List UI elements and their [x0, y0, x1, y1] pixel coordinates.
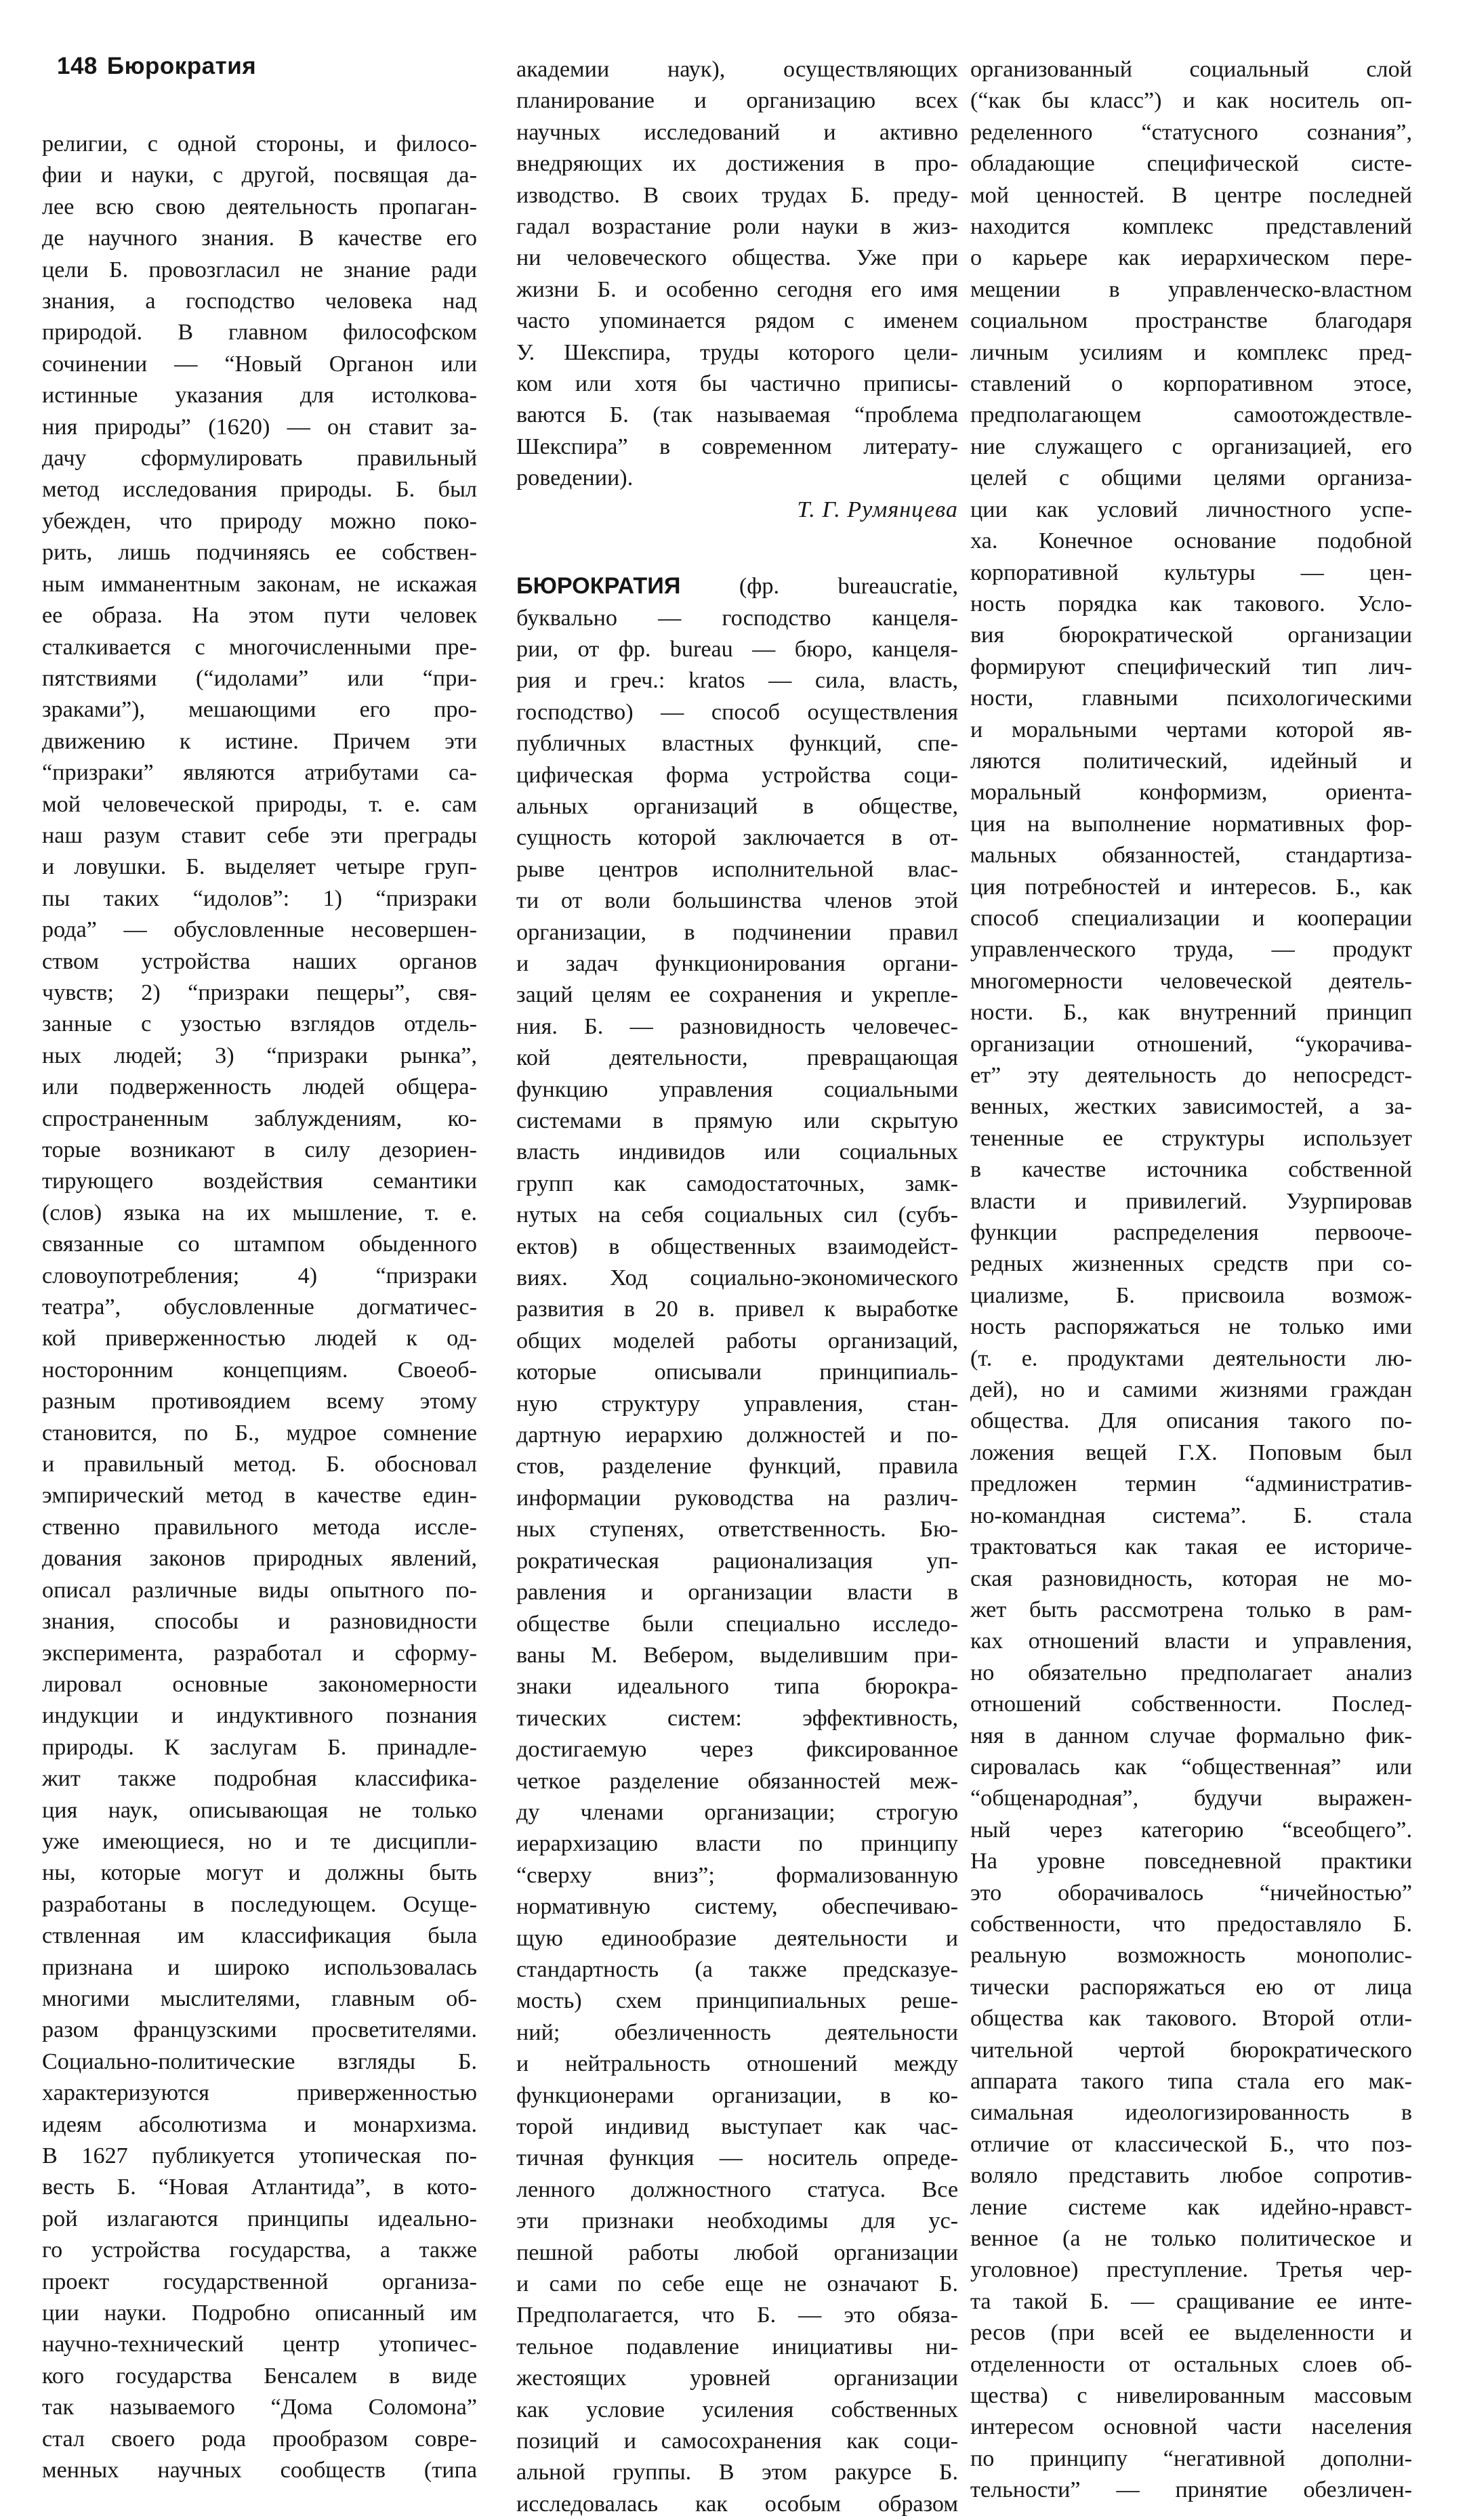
text-line: целей с общими целями организа- [970, 463, 1412, 494]
text-line: дей), но и самими жизнями граждан [970, 1374, 1412, 1406]
text-line: альных организаций в обществе, [516, 791, 958, 822]
text-line: природы. К заслугам Б. принадле- [42, 1732, 477, 1763]
text-line: На уровне повседневной практики [970, 1846, 1412, 1877]
text-line: связанные со штампом обыденного [42, 1229, 477, 1260]
text-line: рократическая рационализация уп- [516, 1546, 958, 1577]
text-line: организованный социальный слой [970, 54, 1412, 85]
text-line: личным усилиям и комплекс пред- [970, 337, 1412, 369]
text-line: словоупотребления; 4) “призраки [42, 1261, 477, 1292]
text-line: кого государства Бенсалем в виде [42, 2361, 477, 2392]
text-line: убежден, что природу можно поко- [42, 506, 477, 537]
text-line: знаки идеального типа бюрокра- [516, 1671, 958, 1702]
text-line: научно-технический центр утопичес- [42, 2329, 477, 2360]
text-line: признана и широко использовалась [42, 1952, 477, 1983]
text-line: цели Б. провозгласил не знание ради [42, 255, 477, 286]
text-line: го устройства государства, а также [42, 2235, 477, 2266]
text-line: стандартность (а также предсказуе- [516, 1954, 958, 1986]
text-line: позиций и самосохранения как соци- [516, 2426, 958, 2457]
text-line: ность распоряжаться не только ими [970, 1311, 1412, 1343]
text-line: ложения вещей Г.Х. Поповым был [970, 1437, 1412, 1469]
text-line: стал своего рода прообразом совре- [42, 2424, 477, 2455]
text-line: дартную иерархию должностей и по- [516, 1420, 958, 1451]
text-line: чувств; 2) “призраки пещеры”, свя- [42, 978, 477, 1009]
text-line: ленного должностного статуса. Все [516, 2175, 958, 2206]
running-header [57, 53, 256, 80]
text-line: роведении). [516, 463, 958, 494]
text-line: Шекспира” в современном литерату- [516, 432, 958, 463]
text-line: ция на выполнение нормативных фор- [970, 809, 1412, 840]
text-line: публичных властных функций, спе- [516, 728, 958, 759]
text-line: предполагающем самоотождествле- [970, 400, 1412, 431]
text-line: ности. Б., как внутренний принцип [970, 997, 1412, 1028]
text-line: торой индивид выступает как час- [516, 2112, 958, 2143]
text-line: ния. Б. — разновидность человечес- [516, 1011, 958, 1043]
text-line: весть Б. “Новая Атлантида”, в кото- [42, 2172, 477, 2203]
text-line: воляло представить любое сопротив- [970, 2160, 1412, 2191]
text-line: У. Шекспира, труды которого цели- [516, 337, 958, 369]
text-line: интересом основной части населения [970, 2412, 1412, 2443]
text-line: иерархизацию власти по принципу [516, 1828, 958, 1860]
column-right [970, 54, 1412, 2506]
text-line: буквально — господство канцеля- [516, 603, 958, 634]
text-line: ции как условий личностного успе- [970, 495, 1412, 526]
text-line: ектов) в общественных взаимодейст- [516, 1232, 958, 1263]
text-line: ее образа. На этом пути человек [42, 600, 477, 631]
text-line: няя в данном случае формально фик- [970, 1721, 1412, 1752]
text-line: фии и науки, с другой, посвящая да- [42, 160, 477, 191]
text-line: моральный конформизм, ориента- [970, 777, 1412, 808]
text-line: организации отношений, “укорачива- [970, 1029, 1412, 1060]
text-line: тирующего воздействия семантики [42, 1166, 477, 1197]
text-line: “сверху вниз”; формализованную [516, 1860, 958, 1891]
text-line: носторонним концепциям. Своеоб- [42, 1355, 477, 1386]
text-line: ция наук, описывающая не только [42, 1795, 477, 1826]
text-line: ду членами организации; строгую [516, 1797, 958, 1828]
text-line: рой излагаются принципы идеально- [42, 2204, 477, 2235]
text-line: власти и привилегий. Узурпировав [970, 1186, 1412, 1217]
text-line: лее всю свою деятельность пропаган- [42, 192, 477, 223]
text-line: ни человеческого общества. Уже при [516, 243, 958, 274]
text-line: ха. Конечное основание подобной [970, 526, 1412, 557]
page-number: 148 [57, 53, 98, 79]
text-line: венных, жестких зависимостей, а за- [970, 1091, 1412, 1122]
text-line: ственно правильного метода иссле- [42, 1512, 477, 1543]
text-line: разом французскими просветителями. [42, 2015, 477, 2046]
headword-etymology-start: (фр. bureaucratie, [680, 574, 958, 599]
text-line: сировалась как “общественная” или [970, 1752, 1412, 1783]
text-line: симальная идеологизированность в [970, 2097, 1412, 2128]
text-line: (т. е. продуктами деятельности лю- [970, 1343, 1412, 1374]
text-line: по принципу “негативной дополни- [970, 2443, 1412, 2475]
text-line: ределенного “статусного сознания”, [970, 117, 1412, 148]
text-line: и ловушки. Б. выделяет четыре груп- [42, 852, 477, 883]
text-line: пы таких “идолов”: 1) “призраки [42, 883, 477, 915]
text-line: менных научных сообществ (типа [42, 2455, 477, 2486]
text-line: торые возникают в силу дезориен- [42, 1135, 477, 1166]
text-line: управленческого труда, — продукт [970, 934, 1412, 965]
text-line: ление системе как идейно-нравст- [970, 2192, 1412, 2223]
text-line: или подверженность людей общера- [42, 1072, 477, 1103]
text-line: общих моделей работы организаций, [516, 1326, 958, 1357]
text-line: индукции и индуктивного познания [42, 1700, 477, 1731]
text-line: лировал основные закономерности [42, 1669, 477, 1700]
text-line: социальном пространстве благодаря [970, 306, 1412, 337]
text-line: ности, главными психологическими [970, 683, 1412, 714]
text-line: религии, с одной стороны, и филосо- [42, 129, 477, 160]
text-line: жизни Б. и особенно сегодня его имя [516, 274, 958, 306]
text-line: ская разновидность, которая не мо- [970, 1563, 1412, 1595]
text-line: (“как бы класс”) и как носитель оп- [970, 85, 1412, 117]
text-line: общества как такового. Второй отли- [970, 2003, 1412, 2034]
text-line: общества. Для описания такого по- [970, 1406, 1412, 1437]
text-line: нутых на себя социальных сил (субъ- [516, 1200, 958, 1231]
text-line: это оборачивалось “ничейностью” [970, 1878, 1412, 1909]
text-line: рыве центров исполнительной влас- [516, 854, 958, 885]
text-line: разным противоядием всему этому [42, 1386, 477, 1417]
text-line: щества) с нивелированным массовым [970, 2380, 1412, 2412]
text-line: сочинении — “Новый Органон или [42, 349, 477, 380]
text-line: та такой Б. — сращивание ее инте- [970, 2286, 1412, 2317]
text-line: спространенным заблуждениям, ко- [42, 1104, 477, 1135]
text-line: ний; обезличенность деятельности [516, 2017, 958, 2049]
text-line: внедряющих их достижения в про- [516, 148, 958, 180]
bureaucracy-article-continuation [970, 54, 1412, 2506]
text-line: описал различные виды опытного по- [42, 1575, 477, 1606]
text-line: занные с узостью взглядов отдель- [42, 1009, 477, 1040]
text-line: чительной чертой бюрократического [970, 2035, 1412, 2066]
text-line: отделенности от остальных слоев об- [970, 2349, 1412, 2380]
text-line: “призраки” являются атрибутами са- [42, 757, 477, 789]
text-line: ством устройства наших органов [42, 946, 477, 978]
text-line: ность порядка как такового. Усло- [970, 589, 1412, 620]
text-line: дачу сформулировать правильный [42, 443, 477, 474]
text-line: многими мыслителями, главным об- [42, 1983, 477, 2015]
text-line: ствленная им классификация была [42, 1920, 477, 1952]
bacon-article-continuation [42, 129, 477, 2486]
text-line: В 1627 публикуется утопическая по- [42, 2141, 477, 2172]
text-line: идеям абсолютизма и монархизма. [42, 2109, 477, 2141]
text-line: театра”, обусловленные догматичес- [42, 1292, 477, 1323]
text-line: ляются политический, идейный и [970, 746, 1412, 777]
text-line: академии наук), осуществляющих [516, 54, 958, 85]
text-line: научных исследований и активно [516, 117, 958, 148]
text-line: но обязательно предполагает анализ [970, 1658, 1412, 1689]
text-line: эти признаки необходимы для ус- [516, 2206, 958, 2237]
text-line: эмпирический метод в качестве един- [42, 1480, 477, 1511]
text-line: жет быть рассмотрена только в рам- [970, 1595, 1412, 1626]
text-line: способ специализации и кооперации [970, 903, 1412, 934]
text-line: движению к истине. Причем эти [42, 726, 477, 757]
column-left [42, 129, 477, 2486]
text-line: так называемого “Дома Соломона” [42, 2392, 477, 2423]
text-line: сталкивается с многочисленными пре- [42, 632, 477, 663]
text-line: информации руководства на различ- [516, 1483, 958, 1514]
text-line: ет” эту деятельность до непосредст- [970, 1060, 1412, 1091]
text-line: исследовалась как особым образом [516, 2489, 958, 2520]
text-line: функционерами организации, в ко- [516, 2080, 958, 2112]
text-line: но-командная система”. Б. стала [970, 1500, 1412, 1532]
bureaucracy-article-body [516, 603, 958, 2520]
text-line: находится комплекс представлений [970, 211, 1412, 243]
text-line: кой деятельности, превращающая [516, 1043, 958, 1074]
text-line: тельности” — принятие обезличен- [970, 2475, 1412, 2506]
text-line: обществе были специально исследо- [516, 1609, 958, 1640]
text-line: ваются Б. (так называемая “проблема [516, 400, 958, 431]
text-line: зраками”), мешающими его про- [42, 694, 477, 726]
text-line: жестоящих уровней организации [516, 2363, 958, 2394]
text-line: мой ценностей. В центре последней [970, 180, 1412, 211]
text-line: формируют специфический тип лич- [970, 652, 1412, 683]
text-line: знания, а господство человека над [42, 286, 477, 317]
text-line: как условие усиления собственных [516, 2395, 958, 2426]
text-line: власть индивидов или социальных [516, 1137, 958, 1168]
text-line: тельное подавление инициативы ни- [516, 2332, 958, 2363]
text-line: Предполагается, что Б. — это обяза- [516, 2300, 958, 2331]
text-line: аппарата такого типа стала его мак- [970, 2066, 1412, 2097]
text-line: характеризуются приверженностью [42, 2078, 477, 2109]
text-line: тически распоряжаться ею от лица [970, 1972, 1412, 2003]
text-line: метод исследования природы. Б. был [42, 474, 477, 505]
text-line: проект государственной организа- [42, 2267, 477, 2298]
text-line: реальную возможность монополис- [970, 1940, 1412, 1971]
text-line: жит также подробная классифика- [42, 1763, 477, 1794]
text-line: обладающие специфической систе- [970, 148, 1412, 180]
text-line: планирование и организацию всех [516, 85, 958, 117]
text-line: гадал возрастание роли науки в жиз- [516, 211, 958, 243]
column-middle [516, 54, 958, 2520]
text-line: и нейтральность отношений между [516, 2049, 958, 2080]
text-line: системами в прямую или скрытую [516, 1106, 958, 1137]
text-line: ную структуру управления, стан- [516, 1389, 958, 1420]
text-line: и сами по себе еще не означают Б. [516, 2269, 958, 2300]
text-line: ком или хотя бы частично приписы- [516, 369, 958, 400]
text-line: сущность которой заключается в от- [516, 822, 958, 854]
text-line: мость) схем принципиальных реше- [516, 1986, 958, 2017]
text-line: функции распределения первооче- [970, 1217, 1412, 1248]
text-line: уже имеющиеся, но и те дисципли- [42, 1826, 477, 1857]
text-line: ции науки. Подробно описанный им [42, 2298, 477, 2329]
text-line: ставлений о корпоративном этосе, [970, 369, 1412, 400]
text-line: в качестве источника собственной [970, 1154, 1412, 1185]
text-line: ны, которые могут и должны быть [42, 1857, 477, 1889]
text-line: ние служащего с организацией, его [970, 432, 1412, 463]
text-line: становится, по Б., мудрое сомнение [42, 1418, 477, 1449]
text-line: разработаны в последующем. Осуще- [42, 1889, 477, 1920]
text-line: рии, от фр. bureau — бюро, канцеля- [516, 634, 958, 665]
text-line: мой человеческой природы, т. е. сам [42, 789, 477, 820]
text-line: трактоваться как такая ее историче- [970, 1532, 1412, 1563]
text-line: достигаемую через фиксированное [516, 1734, 958, 1765]
text-line: тененные ее структуры использует [970, 1123, 1412, 1154]
text-line: мещении в управленческо-властном [970, 274, 1412, 306]
headword: БЮРОКРАТИЯ [516, 573, 680, 599]
text-line: заций целям ее сохранения и укрепле- [516, 980, 958, 1011]
text-line: дования законов природных явлений, [42, 1543, 477, 1574]
text-line: развития в 20 в. привел к выработке [516, 1294, 958, 1325]
text-line: отношений собственности. Послед- [970, 1689, 1412, 1720]
text-line: и задач функционирования органи- [516, 948, 958, 980]
text-line: “общенародная”, будучи выражен- [970, 1783, 1412, 1814]
text-line: ресов (при всей ее выделенности и [970, 2317, 1412, 2349]
text-line: собственности, что предоставляло Б. [970, 1909, 1412, 1940]
text-line: изводство. В своих трудах Б. преду- [516, 180, 958, 211]
text-line: стов, разделение функций, правила [516, 1451, 958, 1482]
text-line: ный через категорию “всеобщего”. [970, 1815, 1412, 1846]
text-line: ния природы” (1620) — он ставит за- [42, 412, 477, 443]
text-line: эксперимента, разработал и сформу- [42, 1638, 477, 1669]
text-line: четкое разделение обязанностей меж- [516, 1766, 958, 1797]
text-line: цифическая форма устройства соци- [516, 760, 958, 791]
text-line: тичная функция — носитель опреде- [516, 2143, 958, 2174]
text-line: нормативную систему, обеспечиваю- [516, 1891, 958, 1923]
text-line: которые описывали принципиаль- [516, 1357, 958, 1388]
text-line: ти от воли большинства членов этой [516, 885, 958, 917]
text-line: о карьере как иерархическом пере- [970, 243, 1412, 274]
text-line: рода” — обусловленные несовершен- [42, 915, 477, 946]
text-line: функцию управления социальными [516, 1074, 958, 1106]
text-line: редных жизненных средств при со- [970, 1248, 1412, 1280]
text-line: ных ступенях, ответственность. Бю- [516, 1514, 958, 1545]
text-line: истинные указания для истолкова- [42, 380, 477, 411]
text-line: циализме, Б. присвоила возмож- [970, 1280, 1412, 1311]
text-line: мальных обязанностей, стандартиза- [970, 840, 1412, 871]
text-line: ках отношений власти и управления, [970, 1626, 1412, 1657]
text-line: щую единообразие деятельности и [516, 1923, 958, 1954]
text-line: господство) — способ осуществления [516, 697, 958, 728]
text-line: многомерности человеческой деятель- [970, 966, 1412, 997]
text-line: пешной работы любой организации [516, 2238, 958, 2269]
text-line: природой. В главном философском [42, 317, 477, 348]
text-line: и моральными чертами которой яв- [970, 715, 1412, 746]
text-line: наш разум ставит себе эти преграды [42, 820, 477, 852]
text-line: организации, в подчинении правил [516, 917, 958, 948]
text-line: корпоративной культуры — цен- [970, 558, 1412, 589]
text-line: виях. Ход социально-экономического [516, 1263, 958, 1294]
bacon-article-ending [516, 54, 958, 495]
text-line: ваны М. Вебером, выделившим при- [516, 1640, 958, 1671]
text-line: рия и греч.: kratos — сила, власть, [516, 665, 958, 696]
text-line: тических систем: эффективность, [516, 1703, 958, 1734]
text-line: (слов) языка на их мышление, т. е. [42, 1198, 477, 1229]
headword-line [516, 570, 958, 602]
text-line: вия бюрократической организации [970, 620, 1412, 651]
text-line: пятствиями (“идолами” или “при- [42, 663, 477, 694]
text-line: ция потребностей и интересов. Б., как [970, 872, 1412, 903]
text-line: Социально-политические взгляды Б. [42, 2046, 477, 2078]
text-line: часто упоминается рядом с именем [516, 306, 958, 337]
text-line: знания, способы и разновидности [42, 1606, 477, 1637]
running-title: Бюрократия [107, 53, 256, 79]
text-line: групп как самодостаточных, замк- [516, 1169, 958, 1200]
text-line: отличие от классической Б., что поз- [970, 2129, 1412, 2160]
author-signature: Т. Г. Румянцева [516, 495, 958, 526]
text-line: де научного знания. В качестве его [42, 223, 477, 254]
text-line: рить, лишь подчиняясь ее собствен- [42, 537, 477, 568]
text-line: кой приверженностью людей к од- [42, 1323, 477, 1354]
text-line: ных людей; 3) “призраки рынка”, [42, 1041, 477, 1072]
text-line: венное (а не только политическое и [970, 2223, 1412, 2254]
text-line: уголовное) преступление. Третья чер- [970, 2254, 1412, 2286]
text-line: и правильный метод. Б. обосновал [42, 1449, 477, 1480]
text-line: ным имманентным законам, не искажая [42, 569, 477, 600]
text-line: альной группы. В этом ракурсе Б. [516, 2457, 958, 2488]
text-line: предложен термин “административ- [970, 1469, 1412, 1500]
text-line: равления и организации власти в [516, 1577, 958, 1608]
